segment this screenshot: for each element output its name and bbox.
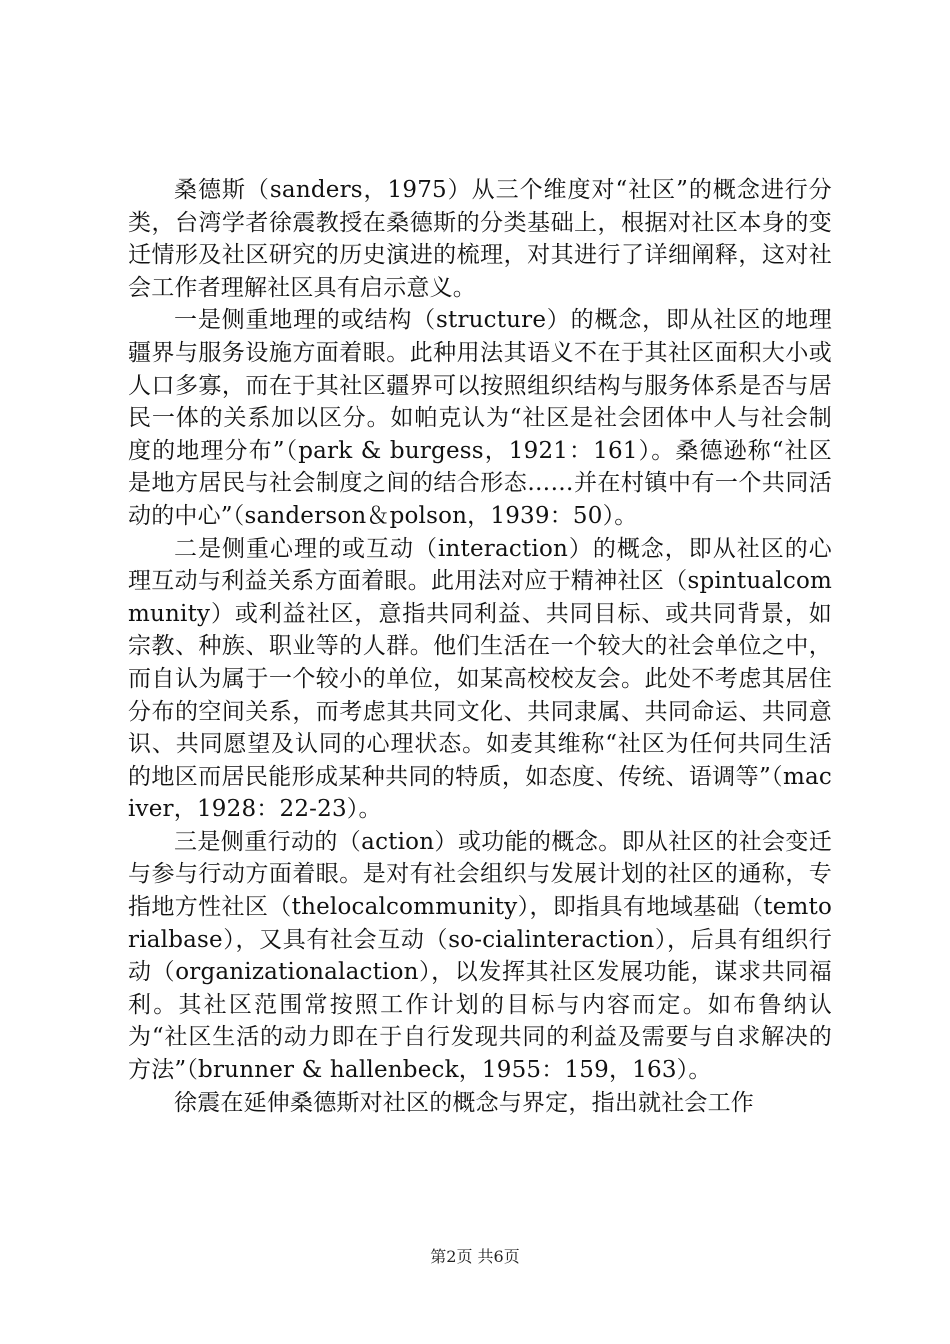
page-number-footer: 第2页 共6页	[430, 1247, 520, 1266]
paragraph-action-concept: 三是侧重行动的（action）或功能的概念。即从社区的社会变迁与参与行动方面着眼。是对有社会组织与发展计划的社区的通称，专指地方性社区（thelocalcommunity），即指具有地域基础（temtorialbase），又具有社会互动（so-cialinteraction），后具有组织行动（organizationalaction），以发挥其社区发展功能，谋求共同福利。其社区范围常按照工作计划的目标与内容而定。如布鲁纳认为“社区生活的动力即在于自行发现共同的利益及需要与自求解决的方法”（brunner & hallenbeck，1955：159，163）。	[128, 828, 832, 1084]
paragraph-psychological-concept: 二是侧重心理的或互动（interaction）的概念，即从社区的心理互动与利益关系方面着眼。此用法对应于精神社区（spintualcommunity）或利益社区，意指共同利益、共同目标、或共同背景，如宗教、种族、职业等的人群。他们生活在一个较大的社会单位之中，而自认为属于一个较小的单位，如某高校校友会。此处不考虑其居住分布的空间关系，而考虑其共同文化、共同隶属、共同命运、共同意识、共同愿望及认同的心理状态。如麦其维称“社区为任何共同生活的地区而居民能形成某种共同的特质，如态度、传统、语调等”（maciver，1928：22-23）。	[128, 535, 832, 823]
document-body	[128, 174, 832, 1119]
paragraph-sanders-intro: 桑德斯（sanders，1975）从三个维度对“社区”的概念进行分类，台湾学者徐震教授在桑德斯的分类基础上，根据对社区本身的变迁情形及社区研究的历史演进的梳理，对其进行了详细阐释，这对社会工作者理解社区具有启示意义。	[128, 177, 832, 301]
paragraph-geographic-concept: 一是侧重地理的或结构（structure）的概念，即从社区的地理疆界与服务设施方面着眼。此种用法其语义不在于其社区面积大小或人口多寡，而在于其社区疆界可以按照组织结构与服务体系是否与居民一体的关系加以区分。如帕克认为“社区是社会团体中人与社会制度的地理分布”（park & burgess，1921：161）。桑德逊称“社区是地方居民与社会制度之间的结合形态……并在村镇中有一个共同活动的中心”（sanderson＆polson，1939：50）。	[128, 307, 832, 529]
paragraph-xu-zhen-extension: 徐震在延伸桑德斯对社区的概念与界定，指出就社会工作	[174, 1089, 754, 1116]
